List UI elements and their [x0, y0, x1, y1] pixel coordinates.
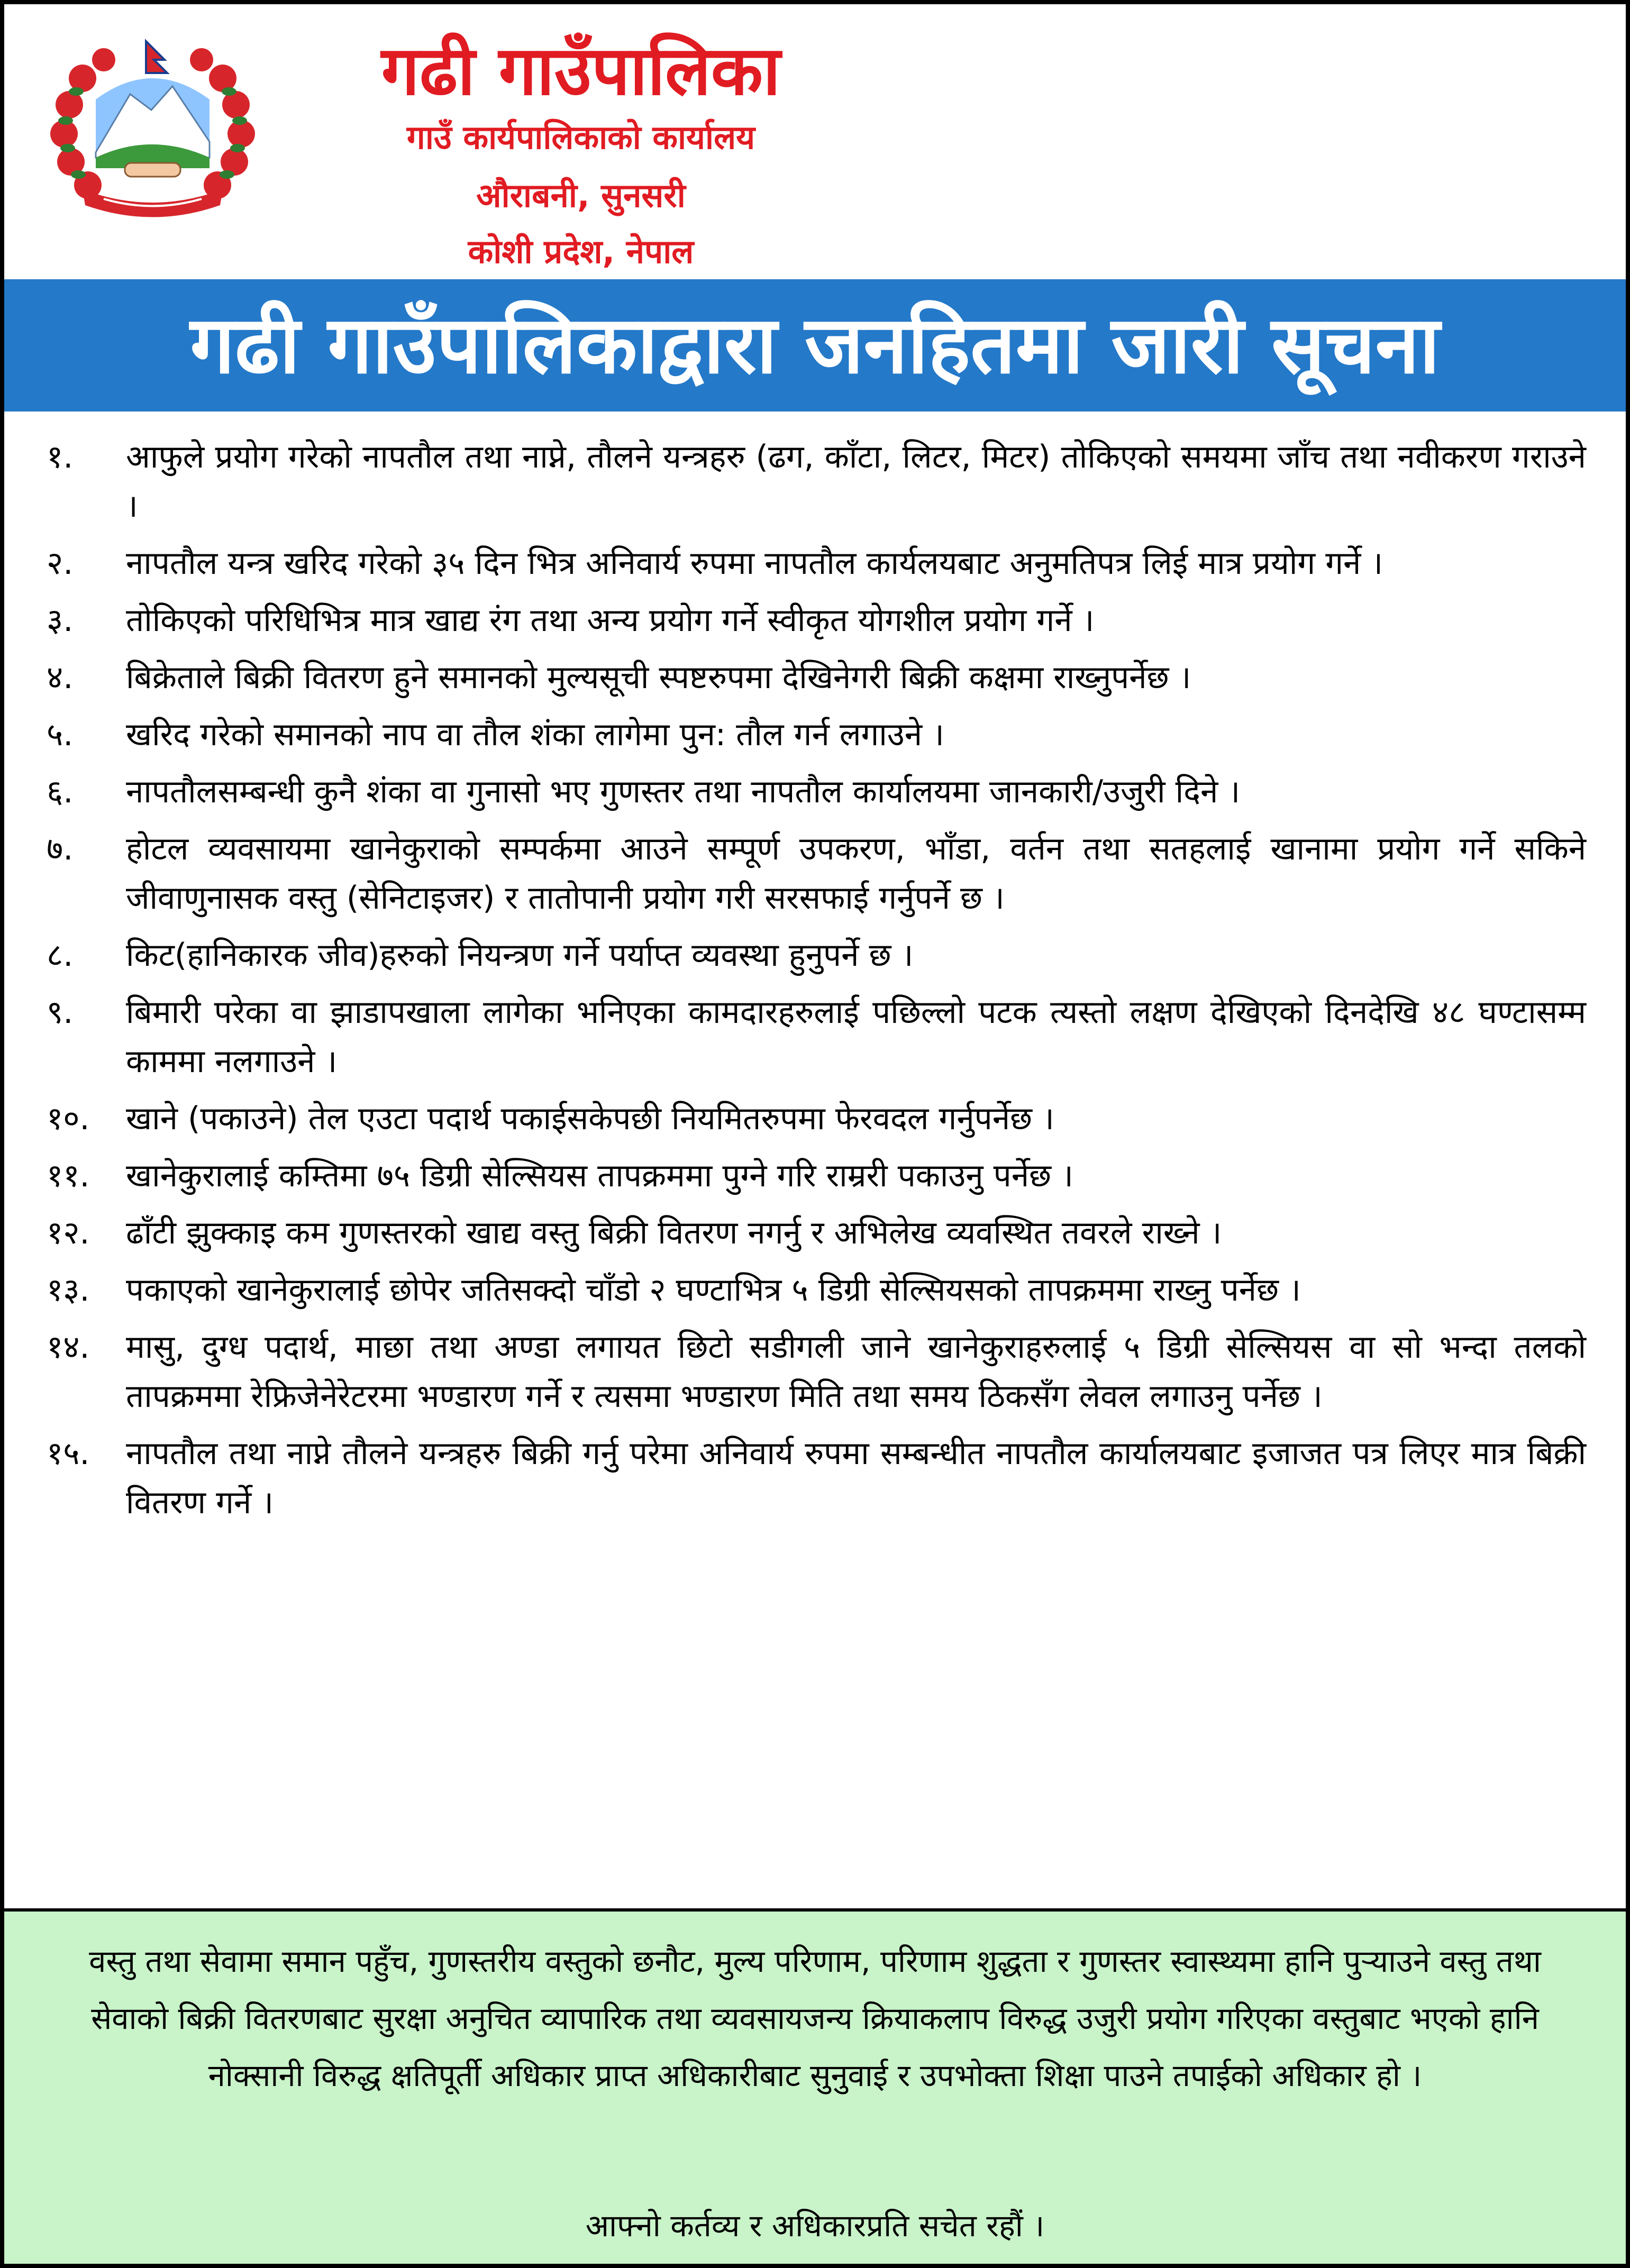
office-address: औराबनी, सुनसरी	[476, 176, 686, 215]
item-number: १५.	[47, 1435, 90, 1472]
item-text: नापतौल यन्त्र खरिद गरेको ३५ दिन भित्र अनिवार्य रुपमा नापतौल कार्यलयबाट अनुमतिपत्र लिई मात्र प्रयोग गर्ने ।	[126, 545, 1383, 582]
item-text: नापतौल तथा नाप्ने तौलने यन्त्रहरु बिक्री गर्नु परेमा अनिवार्य रुपमा सम्बन्धीत नापतौल कार्यालयबाट इजाजत पत्र लिएर मात्र बिक्री वितरण गर्ने ।	[126, 1435, 1586, 1521]
office-name: गाउँ कार्यपालिकाको कार्यालय	[406, 118, 755, 157]
list-item	[47, 1209, 1586, 1258]
item-number: ७.	[47, 830, 74, 867]
item-text: बिमारी परेका वा झाडापखाला लागेका भनिएका कामदारहरुलाई पछिल्लो पटक त्यस्तो लक्षण देखिएको दिनदेखि ४८ घण्टासम्म काममा नलगाउने ।	[126, 994, 1586, 1080]
item-text: नापतौलसम्बन्धी कुनै शंका वा गुनासो भए गुणस्तर तथा नापतौल कार्यालयमा जानकारी/उजुरी दिने ।	[126, 773, 1241, 810]
item-text: मासु, दुग्ध पदार्थ, माछा तथा अण्डा लगायत छिटो सडीगली जाने खानेकुराहरुलाई ५ डिग्री सेल्सियस वा सो भन्दा तलको तापक्रममा रेफ्रिजेनेरेटरमा भण्डारण गर्ने र त्यसमा भण्डारण मिति तथा समय ठिकसँग लेवल लगाउनु पर्नेछ ।	[126, 1329, 1586, 1415]
list-item	[47, 596, 1586, 645]
banner-title: गढी गाउँपालिकाद्वारा जनहितमा जारी सूचना	[190, 299, 1440, 391]
item-number: २.	[47, 545, 74, 582]
item-text: खानेकुरालाई कम्तिमा ७५ डिग्री सेल्सियस तापक्रममा पुग्ने गरि राम्ररी पकाउनु पर्नेछ ।	[126, 1157, 1073, 1194]
list-item	[47, 653, 1586, 702]
item-text: खरिद गरेको समानको नाप वा तौल शंका लागेमा पुन: तौल गर्न लगाउने ।	[126, 716, 944, 753]
list-item	[47, 825, 1586, 923]
item-text: तोकिएको परिधिभित्र मात्र खाद्य रंग तथा अन्य प्रयोग गर्ने स्वीकृत योगशील प्रयोग गर्ने ।	[126, 602, 1095, 639]
list-item	[47, 767, 1586, 817]
list-item	[47, 710, 1586, 760]
item-number: ८.	[47, 937, 74, 974]
list-item	[47, 539, 1586, 588]
item-number: ९.	[47, 994, 74, 1031]
list-item	[47, 1094, 1586, 1144]
notice-banner	[4, 279, 1626, 411]
municipality-title: गढी गाउँपालिका	[381, 32, 781, 111]
list-item	[47, 1323, 1586, 1421]
item-number: ५.	[47, 716, 74, 753]
item-text: किट(हानिकारक जीव)हरुको नियन्त्रण गर्ने पर्याप्त व्यवस्था हुनुपर्ने छ ।	[126, 937, 914, 974]
footer-closing: आफ्नो कर्तव्य र अधिकारप्रति सचेत रहौं ।	[585, 2208, 1045, 2244]
item-number: १.	[47, 438, 74, 475]
notice-list	[47, 433, 1586, 1535]
item-text: बिक्रेताले बिक्री वितरण हुने समानको मुल्यसूची स्पष्टरुपमा देखिनेगरी बिक्री कक्षमा राख्नुपर्नेछ ।	[126, 659, 1191, 696]
list-item	[47, 931, 1586, 980]
item-number: १०.	[47, 1100, 90, 1137]
footer-text: वस्तु तथा सेवामा समान पहुँच, गुणस्तरीय वस्तुको छनौट, मुल्य परिणाम, परिणाम शुद्धता र गुणस्तर स्वास्थ्यमा हानि पुऱ्याउने वस्तु तथा सेवाको बिक्री वितरणबाट सुरक्षा अनुचित व्यापारिक तथा व्यवसायजन्य क्रियाकलाप विरुद्ध उजुरी प्रयोग गरिएका वस्तुबाट भएको हानि नोक्सानी विरुद्ध क्षतिपूर्ती अधिकार प्राप्त अधिकारीबाट सुनुवाई र उपभोक्ता शिक्षा पाउने तपाईको अधिकार हो ।	[89, 1943, 1541, 2093]
item-number: १३.	[47, 1272, 90, 1309]
item-text: आफुले प्रयोग गरेको नापतौल तथा नाप्ने, तौलने यन्त्रहरु (ढग, काँटा, लिटर, मिटर) तोकिएको समयमा जाँच तथा नवीकरण गराउने ।	[126, 438, 1586, 525]
item-number: १२.	[47, 1214, 90, 1251]
item-number: ६.	[47, 773, 74, 810]
item-number: ३.	[47, 602, 74, 639]
item-number: १४.	[47, 1329, 90, 1366]
header	[4, 4, 1626, 274]
consumer-rights-footer	[4, 1908, 1626, 2264]
list-item	[47, 1151, 1586, 1201]
list-item	[47, 433, 1586, 531]
item-number: ११.	[47, 1157, 90, 1194]
item-number: ४.	[47, 659, 74, 696]
list-item	[47, 988, 1586, 1086]
item-text: खाने (पकाउने) तेल एउटा पदार्थ पकाईसकेपछी नियमितरुपमा फेरवदल गर्नुपर्नेछ ।	[126, 1100, 1054, 1137]
item-text: होटल व्यवसायमा खानेकुराको सम्पर्कमा आउने सम्पूर्ण उपकरण, भाँडा, वर्तन तथा सतहलाई खानामा प्रयोग गर्ने सकिने जीवाणुनासक वस्तु (सेनिटाइजर) र तातोपानी प्रयोग गरी सरसफाई गर्नुपर्ने छ ।	[126, 830, 1586, 917]
office-province: कोशी प्रदेश, नेपाल	[468, 232, 694, 271]
list-item	[47, 1429, 1586, 1528]
list-item	[47, 1266, 1586, 1315]
item-text: ढाँटी झुक्काइ कम गुणस्तरको खाद्य वस्तु बिक्री वितरण नगर्नु र अभिलेख व्यवस्थित तवरले राख्ने ।	[126, 1214, 1222, 1251]
item-text: पकाएको खानेकुरालाई छोपेर जतिसक्दो चाँडो २ घण्टाभित्र ५ डिग्री सेल्सियसको तापक्रममा राख्नु पर्नेछ ।	[126, 1272, 1301, 1309]
